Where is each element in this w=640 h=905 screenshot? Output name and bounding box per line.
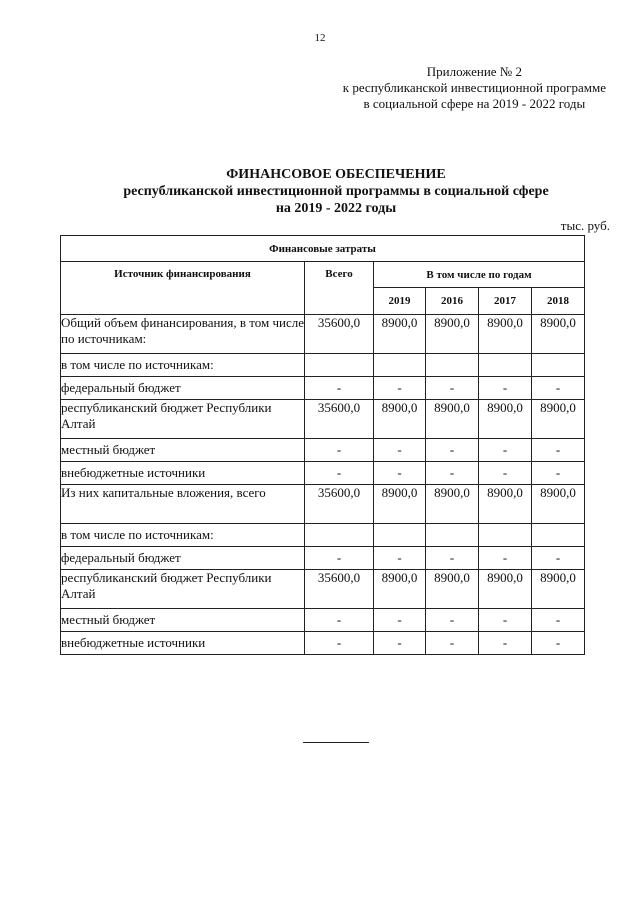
row-year-value: - [426,632,479,655]
row-label: федеральный бюджет [61,547,305,570]
row-year-value [374,354,426,377]
table-row [61,377,585,400]
row-year-value: - [374,462,426,485]
row-year-value: 8900,0 [479,485,532,524]
row-year-value: 8900,0 [532,400,585,439]
appendix-line-2: к республиканской инвестиционной программе [342,80,606,95]
title-line-1: ФИНАНСОВОЕ ОБЕСПЕЧЕНИЕ [226,167,446,182]
row-label: внебюджетные источники [61,462,305,485]
row-year-value: 8900,0 [374,485,426,524]
footer-divider [303,742,369,743]
row-year-value: - [374,632,426,655]
row-label: в том числе по источникам: [61,354,305,377]
document-title [60,166,612,217]
row-year-value: - [532,547,585,570]
row-year-value: - [374,439,426,462]
financing-table [60,235,585,655]
row-total: - [305,462,374,485]
row-total: - [305,377,374,400]
title-line-3: на 2019 - 2022 годы [275,201,397,216]
row-year-value: - [479,632,532,655]
row-total: 35600,0 [305,570,374,609]
row-year-value: - [426,609,479,632]
row-label: Общий объем финансирования, в том числе по источникам: [61,315,305,354]
row-total: - [305,547,374,570]
table-row [61,547,585,570]
row-year-value: 8900,0 [479,400,532,439]
appendix-line-1: Приложение № 2 [426,64,522,79]
row-year-value [426,524,479,547]
row-total: - [305,609,374,632]
row-year-value: 8900,0 [532,570,585,609]
header-year: 2018 [532,288,585,315]
row-year-value: - [479,609,532,632]
row-year-value: - [479,439,532,462]
row-year-value: 8900,0 [532,485,585,524]
row-year-value: 8900,0 [426,400,479,439]
row-total: 35600,0 [305,315,374,354]
appendix-note [343,64,606,112]
title-line-2: республиканской инвестиционной программы в социальной сфере [123,184,549,199]
row-year-value: - [532,462,585,485]
row-total: 35600,0 [305,485,374,524]
row-year-value: 8900,0 [426,315,479,354]
header-source: Источник финансирования [61,262,305,315]
row-year-value [479,354,532,377]
row-year-value: - [426,462,479,485]
row-year-value: - [532,609,585,632]
header-financial-costs: Финансовые затраты [61,236,585,262]
row-year-value: 8900,0 [374,400,426,439]
table-row [61,485,585,524]
row-year-value: 8900,0 [374,570,426,609]
row-year-value [532,354,585,377]
row-total [305,354,374,377]
row-year-value: 8900,0 [532,315,585,354]
header-total: Всего [305,262,374,315]
row-year-value: - [532,632,585,655]
header-year: 2019 [374,288,426,315]
appendix-line-3: в социальной сфере на 2019 - 2022 годы [363,96,586,111]
table-row [61,439,585,462]
header-year: 2016 [426,288,479,315]
row-year-value: - [532,439,585,462]
row-label: внебюджетные источники [61,632,305,655]
row-year-value: - [426,439,479,462]
table-row [61,524,585,547]
row-year-value: - [426,377,479,400]
row-year-value: - [479,462,532,485]
row-label: местный бюджет [61,609,305,632]
row-year-value: - [532,377,585,400]
header-year: 2017 [479,288,532,315]
table-row [61,462,585,485]
row-year-value [479,524,532,547]
units-label: тыс. руб. [560,218,610,233]
row-year-value: - [374,547,426,570]
row-year-value [532,524,585,547]
row-year-value: 8900,0 [426,485,479,524]
row-year-value: - [374,609,426,632]
row-label: республиканский бюджет Республики Алтай [61,400,305,439]
row-year-value: 8900,0 [426,570,479,609]
row-total: 35600,0 [305,400,374,439]
row-total [305,524,374,547]
row-total: - [305,632,374,655]
row-year-value: - [374,377,426,400]
row-label: федеральный бюджет [61,377,305,400]
row-year-value: - [479,547,532,570]
table-row [61,400,585,439]
row-label: местный бюджет [61,439,305,462]
row-label: Из них капитальные вложения, всего [61,485,305,524]
row-year-value: 8900,0 [479,570,532,609]
header-years-group: В том числе по годам [374,262,585,288]
row-year-value: - [426,547,479,570]
row-label: в том числе по источникам: [61,524,305,547]
row-total: - [305,439,374,462]
table-row [61,632,585,655]
row-year-value [426,354,479,377]
row-label: республиканский бюджет Республики Алтай [61,570,305,609]
table-row [61,570,585,609]
table-row [61,354,585,377]
row-year-value: - [479,377,532,400]
row-year-value: 8900,0 [479,315,532,354]
row-year-value [374,524,426,547]
page-number: 12 [314,32,326,44]
table-row [61,609,585,632]
row-year-value: 8900,0 [374,315,426,354]
table-row [61,315,585,354]
